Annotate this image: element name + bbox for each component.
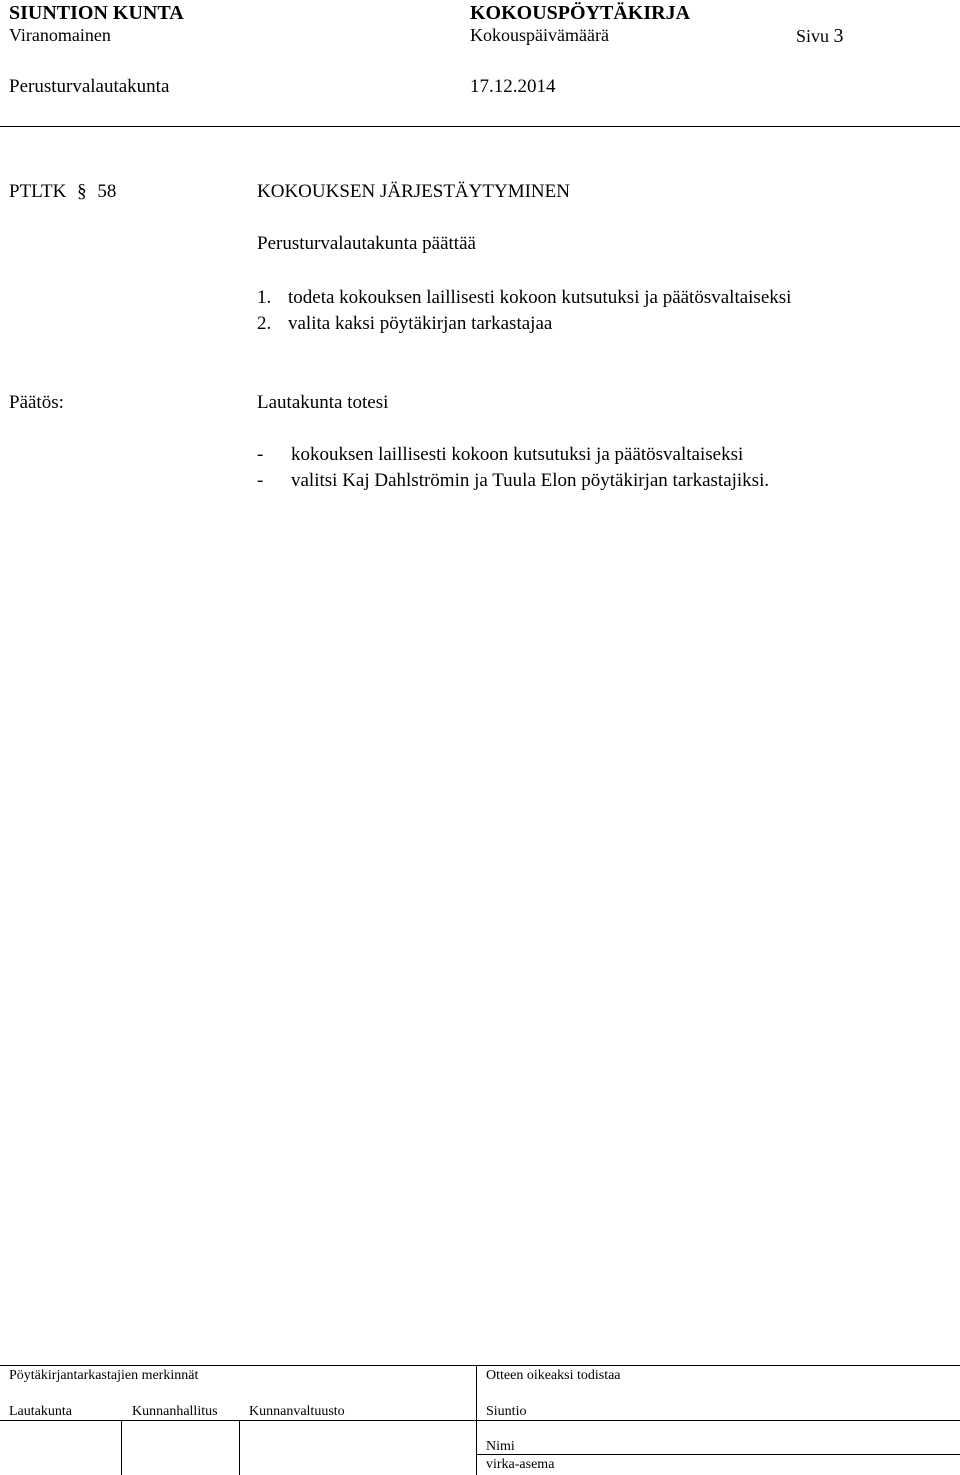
header-divider (0, 126, 960, 127)
meeting-date-label: Kokouspäivämäärä (470, 25, 609, 45)
name-label: Nimi (486, 1439, 515, 1454)
certified-label: Otteen oikeaksi todistaa (486, 1368, 621, 1383)
point-text: todeta kokouksen laillisesti kokoon kutsutuksi ja päätösvaltaiseksi (288, 287, 792, 308)
page-indicator (796, 25, 844, 48)
decision-intro: Lautakunta totesi (257, 392, 389, 413)
inspectors-label: Pöytäkirjantarkastajien merkinnät (9, 1368, 199, 1383)
section-symbol: § (77, 181, 87, 202)
point-text: kokouksen laillisesti kokoon kutsutuksi ja päätösvaltaiseksi (291, 444, 744, 465)
point-number: 1. (257, 287, 272, 308)
authority-label: Viranomainen (9, 25, 111, 45)
point-text: valita kaksi pöytäkirjan tarkastajaa (288, 313, 553, 334)
item-code-text: PTLTK (9, 181, 67, 202)
bullet: - (257, 444, 264, 465)
lautakunta-label: Lautakunta (9, 1404, 72, 1419)
page-label: Sivu (796, 26, 830, 46)
footer-name-rule (476, 1454, 960, 1455)
bullet: - (257, 470, 264, 491)
authority-name: Perusturvalautakunta (9, 76, 170, 97)
meeting-date: 17.12.2014 (470, 76, 556, 97)
item-code (9, 181, 116, 203)
proposal-point-1 (257, 287, 791, 309)
kunnanhallitus-label: Kunnanhallitus (132, 1404, 218, 1419)
document-type: KOKOUSPÖYTÄKIRJA (470, 2, 691, 24)
footer-left-divider (121, 1420, 122, 1475)
kunnanvaltuusto-label: Kunnanvaltuusto (249, 1404, 345, 1419)
point-number: 2. (257, 313, 272, 334)
page-number: 3 (833, 25, 844, 47)
decision-point-2 (257, 470, 769, 492)
point-text: valitsi Kaj Dahlströmin ja Tuula Elon pöytäkirjan tarkastajiksi. (291, 470, 770, 491)
footer-middle-rule (0, 1420, 960, 1421)
proposal-intro: Perusturvalautakunta päättää (257, 233, 476, 254)
item-title: KOKOUKSEN JÄRJESTÄYTYMINEN (257, 181, 570, 202)
position-label: virka-asema (486, 1457, 555, 1472)
organization-name: SIUNTION KUNTA (9, 2, 184, 24)
place-label: Siuntio (486, 1404, 527, 1419)
footer-mid-divider (239, 1420, 240, 1475)
decision-label: Päätös: (9, 392, 64, 413)
item-number: 58 (97, 181, 117, 202)
proposal-point-2 (257, 313, 552, 335)
decision-point-1 (257, 444, 743, 466)
footer-top-rule (0, 1365, 960, 1366)
